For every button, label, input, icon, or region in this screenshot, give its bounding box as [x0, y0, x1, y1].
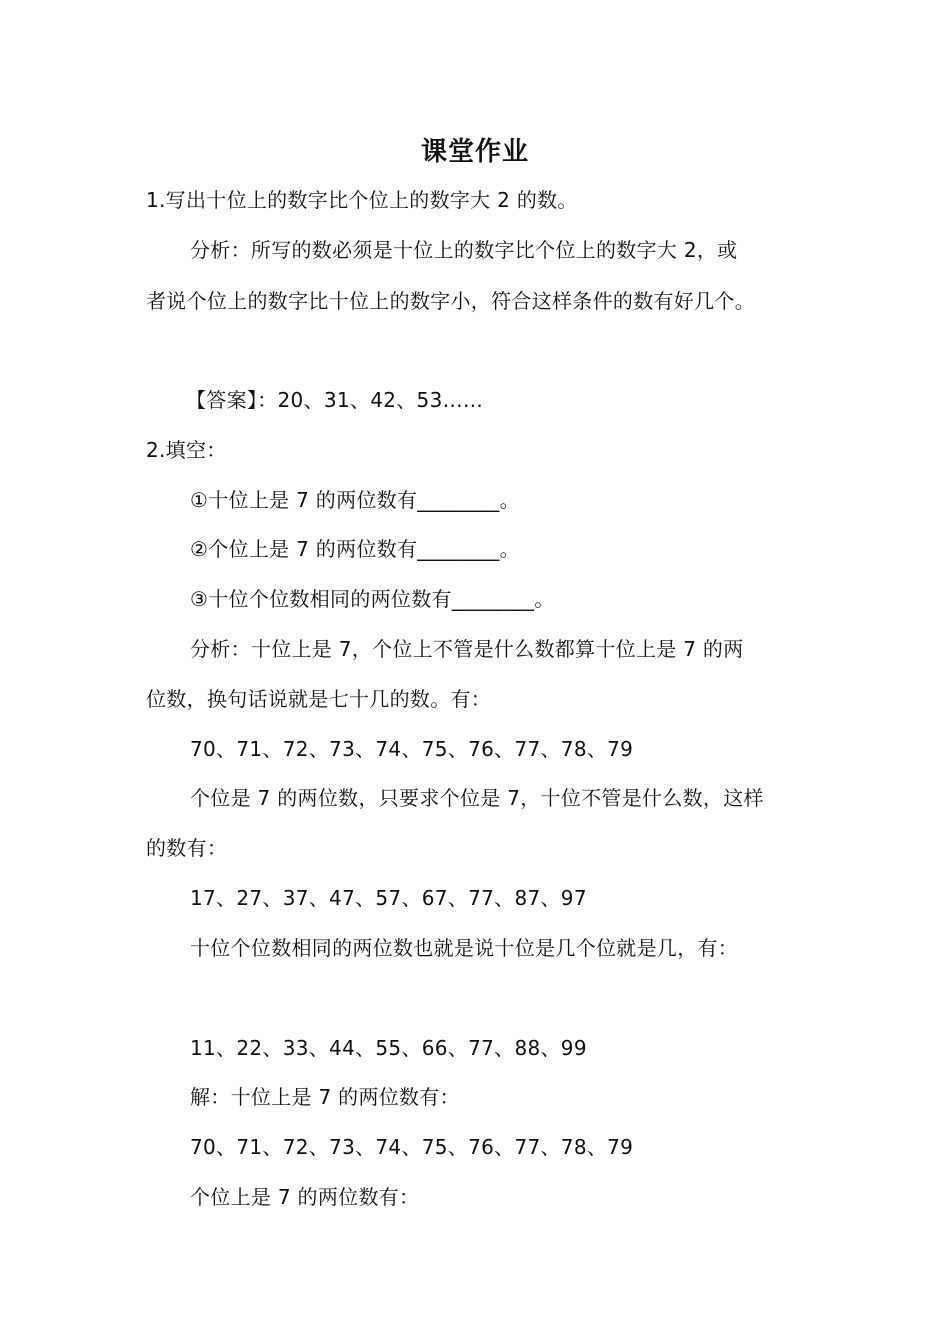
q2-analysis-line-2: 位数，换句话说就是七十几的数。有： [146, 687, 492, 711]
list-tens-7: 70、71、72、73、74、75、76、77、78、79 [190, 737, 634, 761]
solution-line-2: 个位上是 7 的两位数有： [190, 1185, 420, 1209]
q2-item-1: ①十位上是 7 的两位数有________。 [190, 488, 520, 512]
solution-line-1: 解：十位上是 7 的两位数有： [190, 1085, 460, 1109]
question-2: 2.填空： [146, 438, 227, 462]
q2-analysis-line-1: 分析：十位上是 7，个位上不管是什么数都算十位上是 7 的两 [190, 637, 744, 661]
q2-item-2: ②个位上是 7 的两位数有________。 [190, 537, 520, 561]
q2-item-3: ③十位个位数相同的两位数有________。 [190, 587, 555, 611]
page-title: 课堂作业 [420, 137, 529, 167]
q1-analysis-line-2: 者说个位上的数字比十位上的数字小，符合这样条件的数有好几个。 [146, 289, 755, 313]
solution-list-1: 70、71、72、73、74、75、76、77、78、79 [190, 1135, 634, 1159]
q2-analysis-line-3: 个位是 7 的两位数，只要求个位是 7，十位不管是什么数，这样 [190, 786, 764, 810]
q1-analysis-line-1: 分析：所写的数必须是十位上的数字比个位上的数字大 2，或 [190, 238, 738, 262]
q2-analysis-line-5: 十位个位数相同的两位数也就是说十位是几个位就是几，有： [190, 936, 739, 960]
list-same-digits: 11、22、33、44、55、66、77、88、99 [190, 1036, 587, 1060]
q1-answer: 【答案】：20、31、42、53…… [186, 388, 484, 412]
q2-analysis-line-4: 的数有： [146, 836, 228, 860]
list-ones-7: 17、27、37、47、57、67、77、87、97 [190, 886, 587, 910]
question-1: 1.写出十位上的数字比个位上的数字大 2 的数。 [146, 188, 578, 212]
